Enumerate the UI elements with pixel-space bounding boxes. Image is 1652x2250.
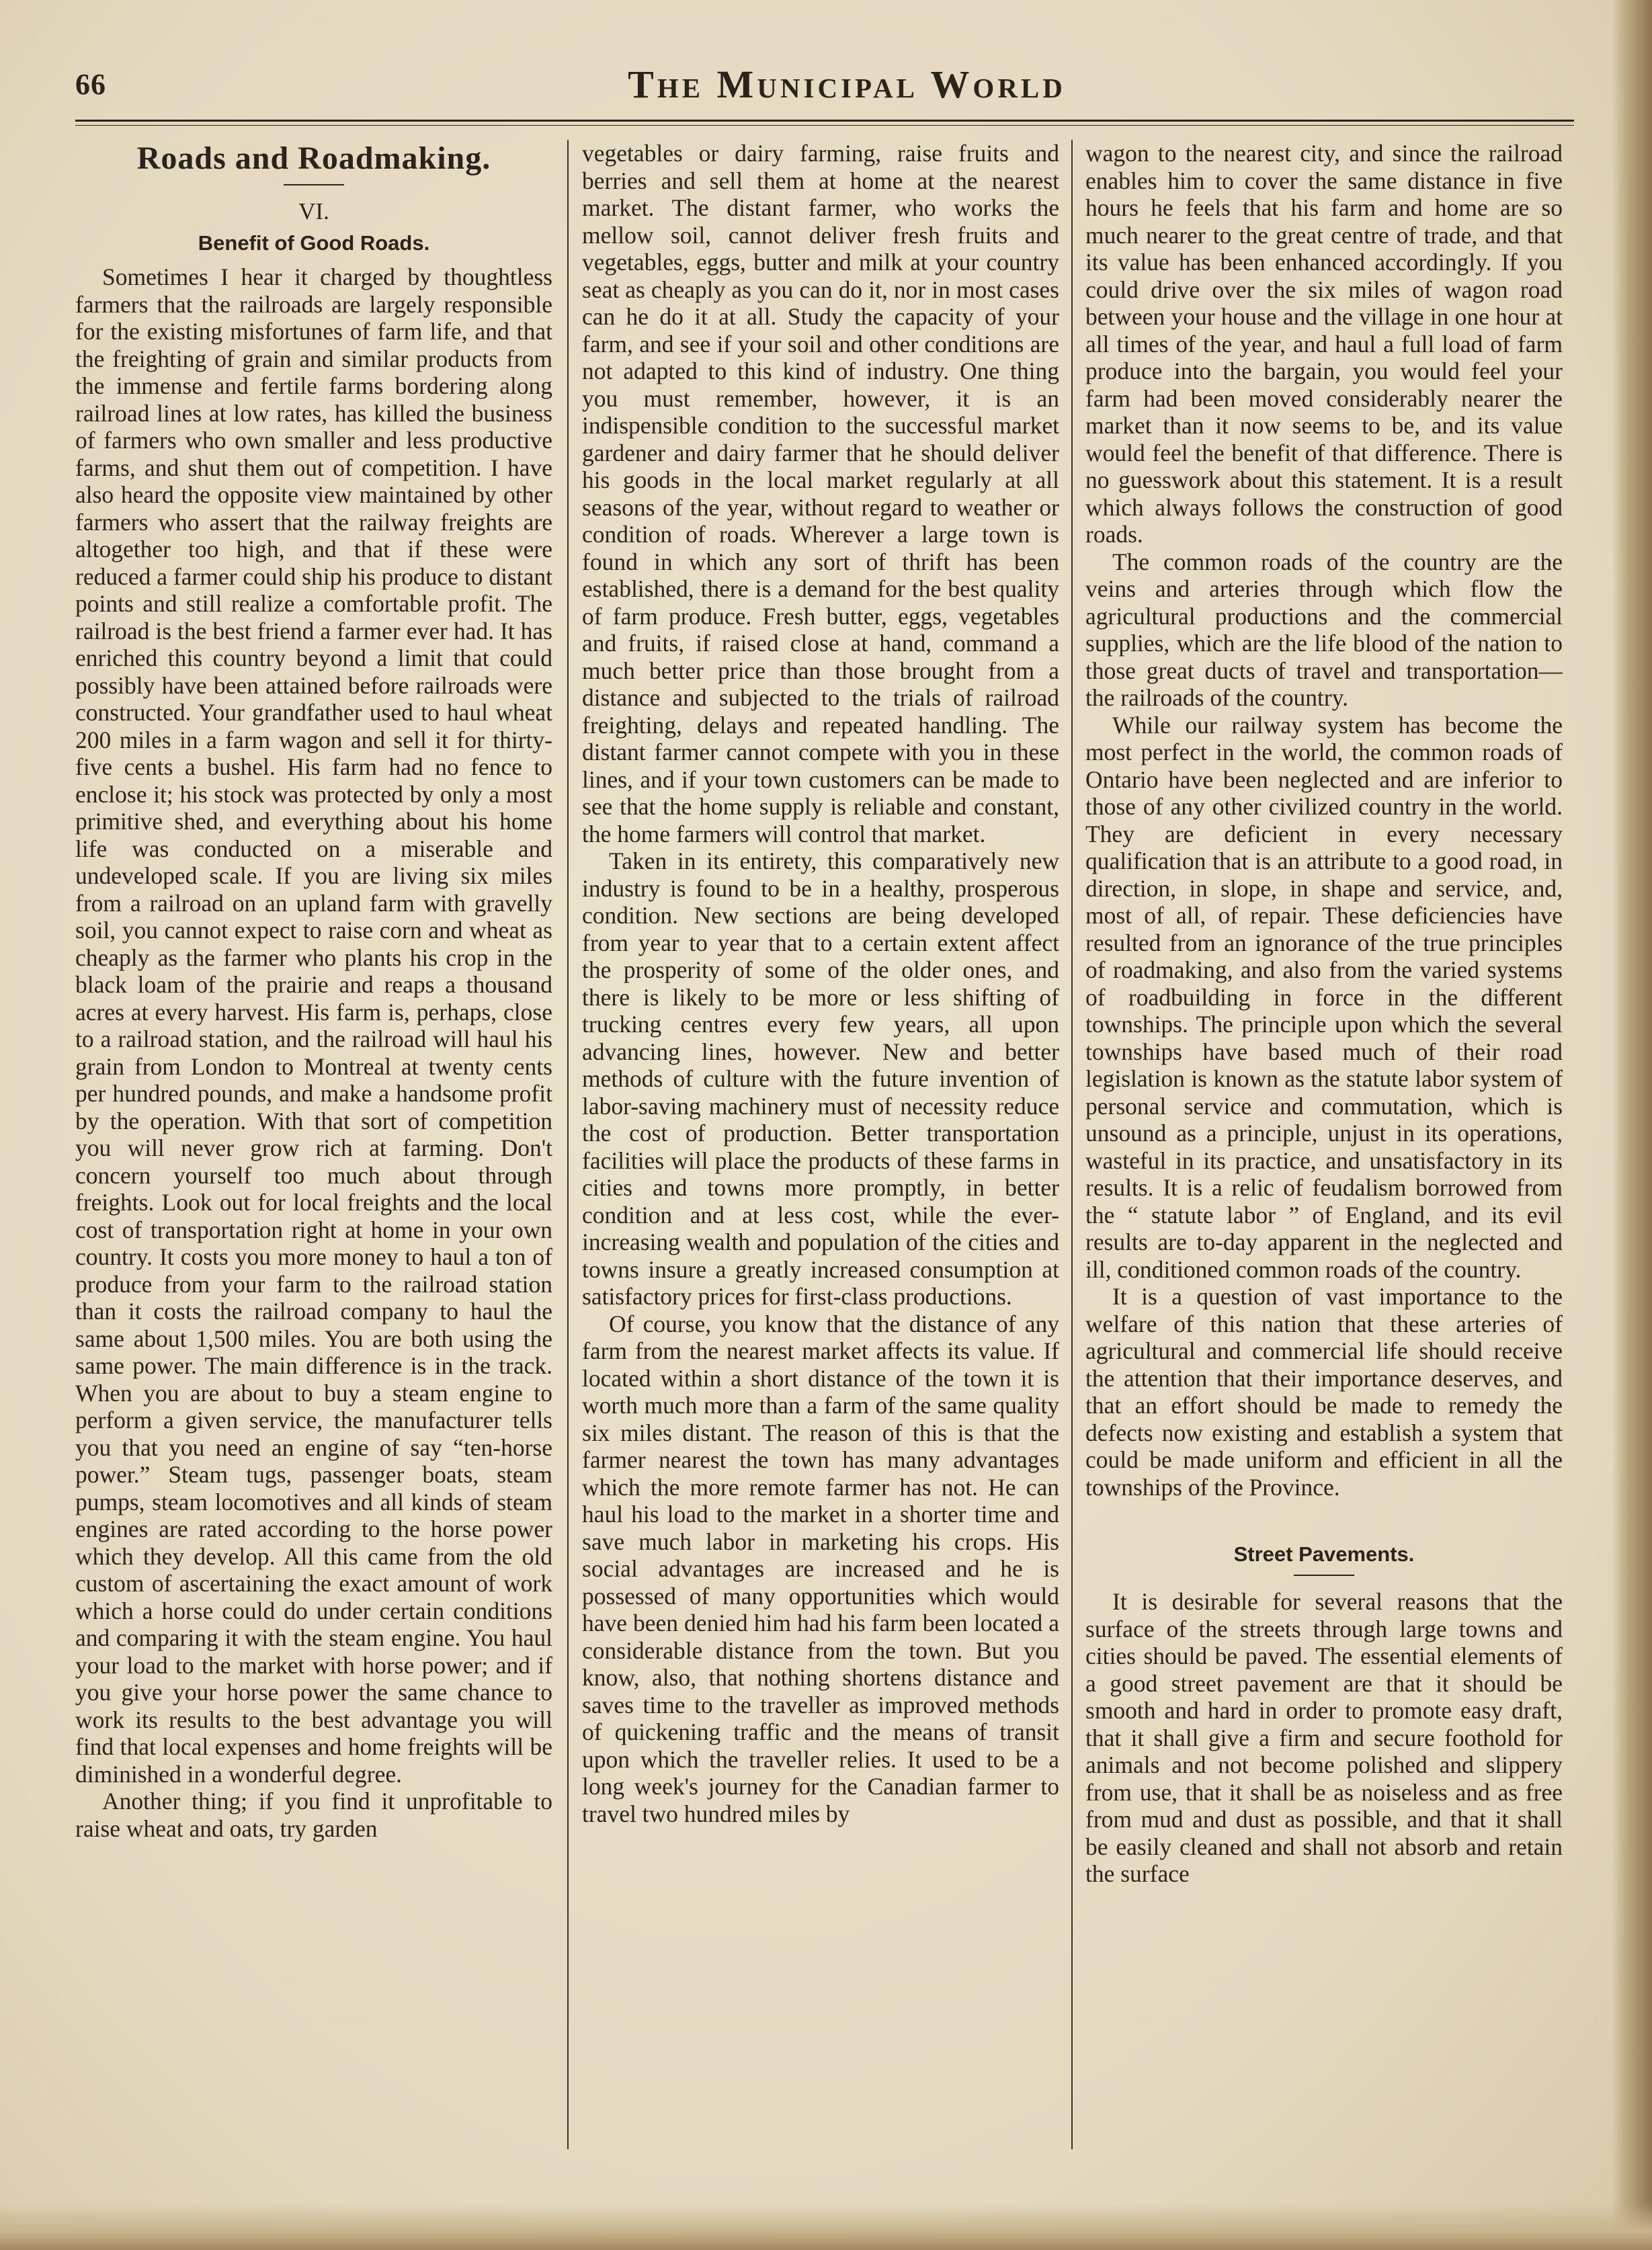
article-title: Roads and Roadmaking. — [136, 140, 491, 176]
column-3 — [1085, 140, 1563, 2156]
column-divider — [567, 140, 569, 2149]
page-edge-shadow — [1612, 0, 1652, 2250]
page-number: 66 — [75, 68, 106, 101]
article-paragraph: Sometimes I hear it charged by thoughtless farmers that the railroads are largely responsible for the existing misfortunes of farm life, and that the freighting of grain and similar products from the immense and fertile farms bordering along railroad lines at low rates, has killed the business of farmers who own smaller and less productive farms, and shut them out of competition. I have also heard the opposite view maintained by other farmers who assert that the railway freights are altogether too high, and that if these were reduced a farmer could ship his produce to distant points and still realize a comfortable profit. The railroad is the best friend a farmer ever had. It has enriched this country beyond a limit that could possibly have been attained before railroads were constructed. Your grandfather used to haul wheat 200 miles in a farm wagon and sell it for thirty-five cents a bushel. His farm had no fence to enclose it; his stock was protected by only a most primitive shed, and everything about his home life was conducted on a miserable and undeveloped scale. If you are living six miles from a railroad on an upland farm with gravelly soil, you cannot expect to raise corn and wheat as cheaply as the farmer who plants his crop in the black loam of the prairie and reaps a thousand acres at every harvest. His farm is, perhaps, close to a railroad station, and the railroad will haul his grain from London to Montreal at twenty cents per hundred pounds, and make a handsome profit by the operation. With that sort of competition you will never grow rich at farming. Don't concern yourself too much about through freights. Look out for local freights and the local cost of transportation right at home in your own country. It costs you more money to haul a ton of produce from your farm to the railroad station than it costs the railroad company to haul the same about 1,500 miles. You are both using the same power. The main difference is in the track. When you are about to buy a steam engine to perform a given service, the manufacturer tells you that you need an engine of say “ten-horse power.” Steam tugs, passenger boats, steam pumps, steam locomotives and all kinds of steam engines are rated according to the horse power which they develop. All this came from the old custom of ascertaining the exact amount of work which a horse could do under certain conditions and comparing it with the steam engine. You haul your load to the market with horse power; and if you give your horse power the same chance to work its results to the best advantage you will find that local expenses and home freights will be diminished in a wonderful degree. — [75, 263, 552, 1788]
section-heading: Street Pavements. — [1233, 1542, 1415, 1566]
publication-title: The Municipal World — [628, 62, 1066, 106]
article-paragraph: It is desirable for several reasons that the surface of the streets through large towns and cities should be paved. The essential elements of a good street pavement are that it should be smooth and hard in order to promote easy draft, that it shall give a firm and secure foothold for animals and not become polished and slippery from use, that it shall be as noiseless and as free from mud and dust as possible, and that it shall be easily cleaned and shall not absorb and retain the surface — [1085, 1588, 1563, 1887]
title-rule — [284, 184, 344, 185]
article-paragraph: The common roads of the country are the veins and arteries through which flow the agricultural productions and the commercial supplies, which are the life blood of the nation to those great ducts of travel and transportation—the railroads of the country. — [1085, 548, 1563, 711]
article-paragraph: wagon to the nearest city, and since the railroad enables him to cover the same distance in five hours he feels that his farm and home are so much nearer to the great centre of trade, and that its value has been enhanced accordingly. If you could drive over the six miles of wagon road between your house and the village in one hour at all times of the year, and haul a full load of farm produce into the bargain, you would feel your farm had been moved considerably nearer the market than it now seems to be, and its value would feel the benefit of that difference. There is no guesswork about this statement. It is a result which always follows the construction of good roads. — [1085, 140, 1563, 548]
title-rule — [1294, 1575, 1354, 1576]
article-paragraph: Taken in its entirety, this comparatively new industry is found to be in a healthy, prosperous condition. New sections are being developed from year to year that to a certain extent affect the prosperity of some of the older ones, and there is likely to be more or less shifting of trucking centres every few years, all upon advancing lines, however. New and better methods of culture with the future invention of labor-saving machinery must of necessity reduce the cost of production. Better transportation facilities will place the products of these farms in cities and towns more promptly, in better condition and at less cost, while the ever-increasing wealth and population of the cities and towns insure a greatly increased consumption at satisfactory prices for first-class productions. — [582, 847, 1059, 1310]
part-number: VI. — [298, 198, 329, 224]
page-edge-shadow — [0, 2203, 1652, 2250]
article-paragraph: Of course, you know that the distance of any farm from the nearest market affects its value. If located within a short distance of the town it is worth much more than a farm of the same quality six miles distant. The reason of this is that the farmer nearest the town has many advantages which the more remote farmer has not. He can haul his load to the market in a shorter time and save much labor in marketing his crops. His social advantages are increased and he is possessed of many opportunities which would have been denied him had his farm been located a considerable distance from the town. But you know, also, that nothing shortens distance and saves time to the traveller as improved methods of quickening traffic and the means of transit upon which the traveller relies. It used to be a long week's journey for the Canadian farmer to travel two hundred miles by — [582, 1310, 1059, 1827]
article-paragraph: Another thing; if you find it unprofitable to raise wheat and oats, try garden — [75, 1788, 552, 1842]
header-rule — [75, 120, 1574, 122]
article-paragraph: It is a question of vast importance to the welfare of this nation that these arteries of agricultural and commercial life should receive the attention that their importance deserves, and that an effort should be made to remedy the defects now existing and establish a system that could be made uniform and efficient in all the townships of the Province. — [1085, 1283, 1563, 1501]
header-rule-thin — [75, 125, 1574, 126]
column-1 — [75, 140, 552, 2156]
section-heading: Benefit of Good Roads. — [198, 231, 430, 255]
column-divider — [1071, 140, 1073, 2149]
column-2 — [582, 140, 1059, 2156]
article-paragraph: While our railway system has become the most perfect in the world, the common roads of Ontario have been neglected and are inferior to those of any other civilized country in the world. They are deficient in every necessary qualification that is an attribute to a good road, in direction, in slope, in shape and service, and, most of all, of repair. These deficiencies have resulted from an ignorance of the true principles of roadmaking, and also from the varied systems of roadbuilding in force in the different townships. The principle upon which the several townships have based much of their road legislation is known as the statute labor system of personal service and commutation, which is unsound as a principle, unjust in its operations, wasteful in its practice, and unsatisfactory in its results. It is a relic of feudalism borrowed from the “ statute labor ” of England, and its evil results are to-day apparent in the neglected and ill, conditioned common roads of the country. — [1085, 711, 1563, 1283]
article-paragraph: vegetables or dairy farming, raise fruits and berries and sell them at home at the nearest market. The distant farmer, who works the mellow soil, cannot deliver fresh fruits and vegetables, eggs, butter and milk at your country seat as cheaply as you can do it, nor in most cases can he do it at all. Study the capacity of your farm, and see if your soil and other conditions are not adapted to this kind of industry. One thing you must remember, however, it is an indispensible condition to the successful market gardener and dairy farmer that he should deliver his goods in the local market regularly at all seasons of the year, without regard to weather or condition of roads. Wherever a large town is found in which any sort of thrift has been established, there is a demand for the best quality of farm produce. Fresh butter, eggs, vegetables and fruits, if raised close at hand, command a much better price than those brought from a distance and subjected to the trials of railroad freighting, delays and repeated handling. The distant farmer cannot compete with you in these lines, and if your town customers can be made to see that the home supply is reliable and constant, the home farmers will control that market. — [582, 140, 1059, 847]
